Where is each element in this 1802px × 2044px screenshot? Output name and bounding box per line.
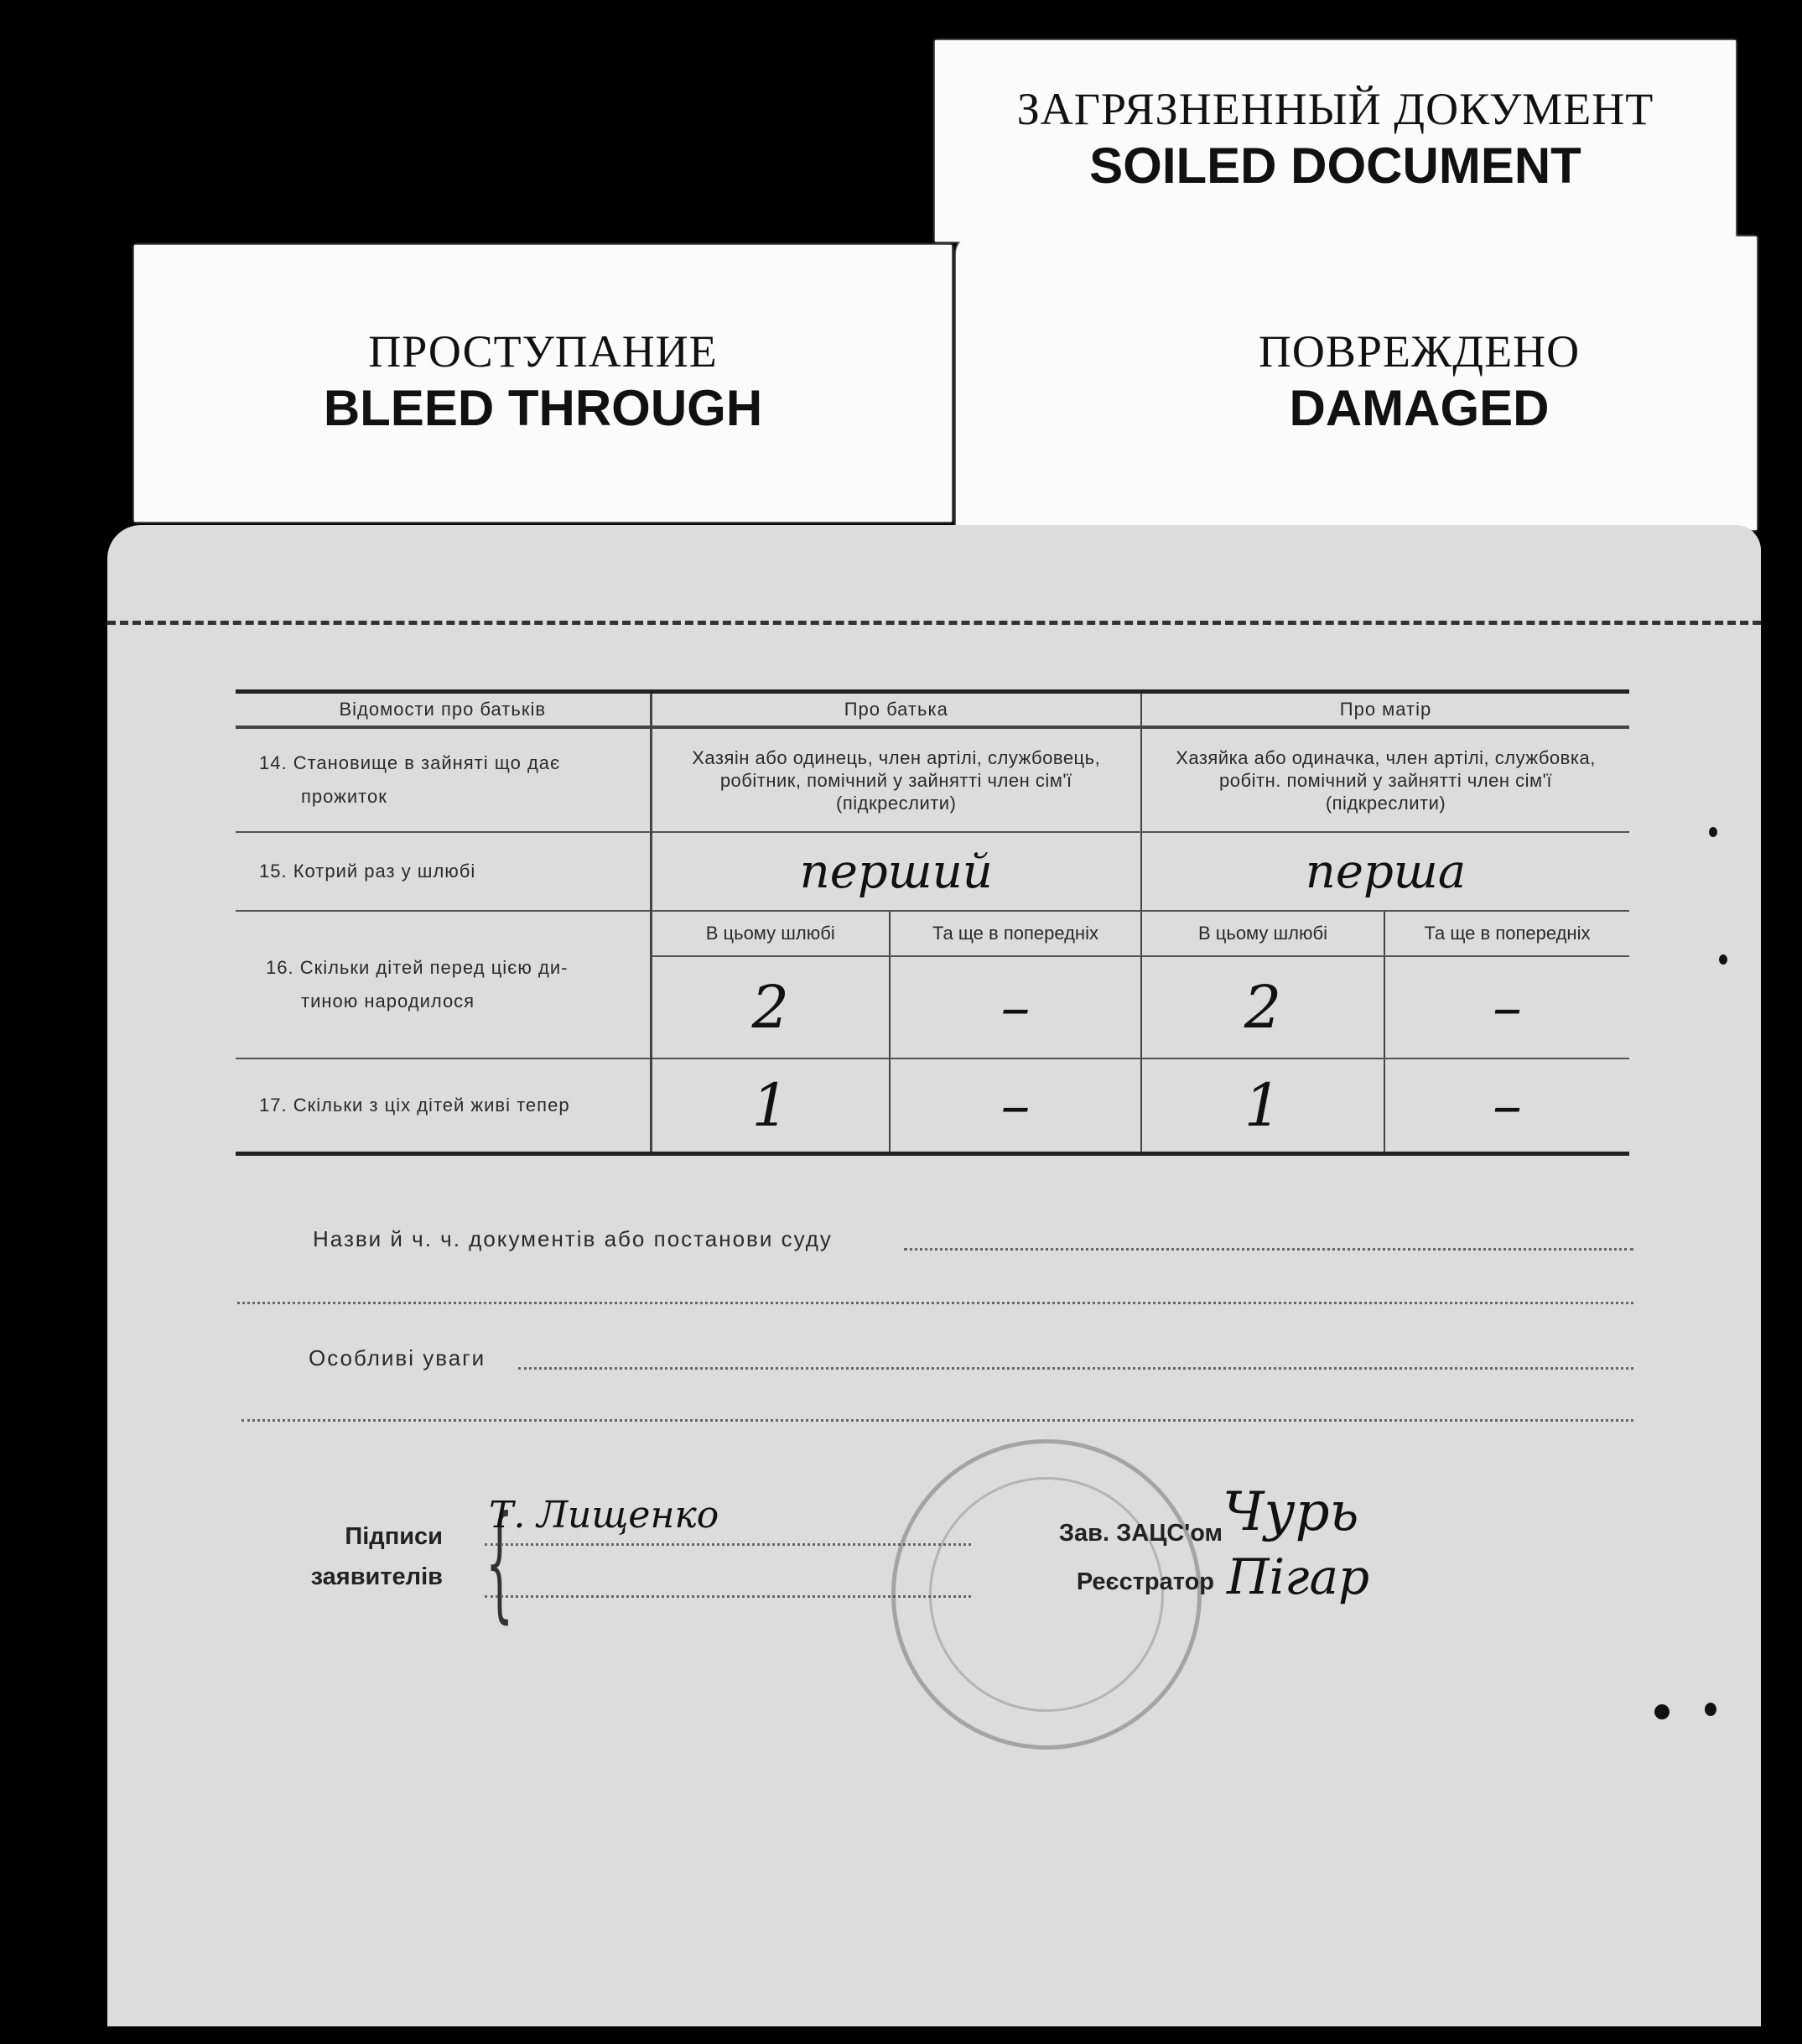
registrar-label: Реєстратор [1076,1568,1214,1595]
mother-children-born-this: 2 [1141,956,1384,1058]
applicant-signature-line-1 [485,1543,971,1546]
damaged-card-english-text: DAMAGED [1289,380,1550,437]
parents-info-table [236,689,1629,1156]
damaged-card [956,237,1757,530]
table-row-occupation [236,727,1629,832]
mother-marriage-number-value: перша [1141,832,1629,911]
documents-fill-line [904,1248,1633,1251]
subheader-father-this-marriage: В цьому шлюбі [651,911,890,956]
father-children-born-previous: – [890,956,1141,1058]
father-children-living-this: 1 [651,1058,890,1154]
children-born-label-line1: 16. Скільки дітей перед цією ди- [266,957,569,978]
applicants-label-line2: заявителів [310,1563,443,1590]
mother-occupation-options: Хазяйка або одиначка, член артілі, службовка, робітн. помічний у зайнятті член сім'ї (підкреслити) [1141,727,1629,832]
marriage-number-label: 15. Котрий раз у шлюбі [236,832,651,911]
occupation-label-line2: прожиток [301,786,387,807]
table-row-children-living [236,1058,1629,1154]
soiled-document-card [935,40,1736,242]
children-living-label: 17. Скільки з ціх дітей живі тепер [236,1058,651,1154]
notes-fill-line [518,1367,1633,1370]
header-mother: Про матір [1141,692,1629,728]
header-parents-info: Відомости про батьків [236,692,651,728]
perforation-line [107,621,1761,625]
father-children-living-previous: – [890,1058,1141,1154]
table-subheader-row [236,911,1629,956]
children-born-label-line2: тиною народилося [301,991,475,1012]
soiled-card-russian-text: ЗАГРЯЗНЕННЫЙ ДОКУМЕНТ [1016,83,1654,134]
applicants-label-line1: Підписи [345,1523,443,1550]
subheader-father-previous: Та ще в попередніх [890,911,1141,956]
punch-mark [1654,1704,1670,1719]
father-children-born-this: 2 [651,956,890,1058]
table-row-marriage-number [236,832,1629,911]
registrar-signature: Пігар [1227,1548,1370,1605]
occupation-label-line1: 14. Становище в зайняті що дає [259,752,561,773]
punch-mark [1719,954,1727,965]
occupation-label [236,727,651,832]
form-page [107,525,1761,2026]
mother-children-living-previous: – [1384,1058,1629,1154]
damaged-card-russian-text: ПОВРЕЖДЕНО [1258,325,1581,377]
mother-children-living-this: 1 [1141,1058,1384,1154]
applicant-signature: Т. Лищенко [489,1494,719,1537]
registry-head-label: Зав. ЗАЦС'ом [1058,1520,1223,1547]
header-father: Про батька [651,692,1141,728]
subheader-mother-previous: Та ще в попередніх [1384,911,1629,956]
documents-label: Назви й ч. ч. документів або постанови суду [313,1226,833,1251]
soiled-card-english-text: SOILED DOCUMENT [1089,138,1581,195]
documents-fill-line-2 [237,1302,1633,1304]
bleed-through-card [134,245,952,522]
signatures-brace: { [486,1490,514,1636]
notes-label: Особливі уваги [309,1345,486,1370]
father-occupation-options: Хазяін або одинець, член артілі, службовець, робітник, помічний у зайнятті член сім'ї (підкреслити) [651,727,1141,832]
punch-mark [1705,1703,1716,1716]
registry-head-signature: Чурь [1223,1481,1359,1543]
mother-children-born-previous: – [1384,956,1629,1058]
applicants-signatures-label [275,1516,443,1597]
notes-fill-line-2 [241,1419,1633,1422]
table-header-row [236,692,1629,728]
punch-mark [1709,827,1717,837]
bleed-card-russian-text: ПРОСТУПАНИЕ [368,325,718,377]
children-born-label [236,911,651,1058]
father-marriage-number-value: перший [651,832,1141,911]
bleed-card-english-text: BLEED THROUGH [323,380,763,437]
subheader-mother-this-marriage: В цьому шлюбі [1141,911,1384,956]
